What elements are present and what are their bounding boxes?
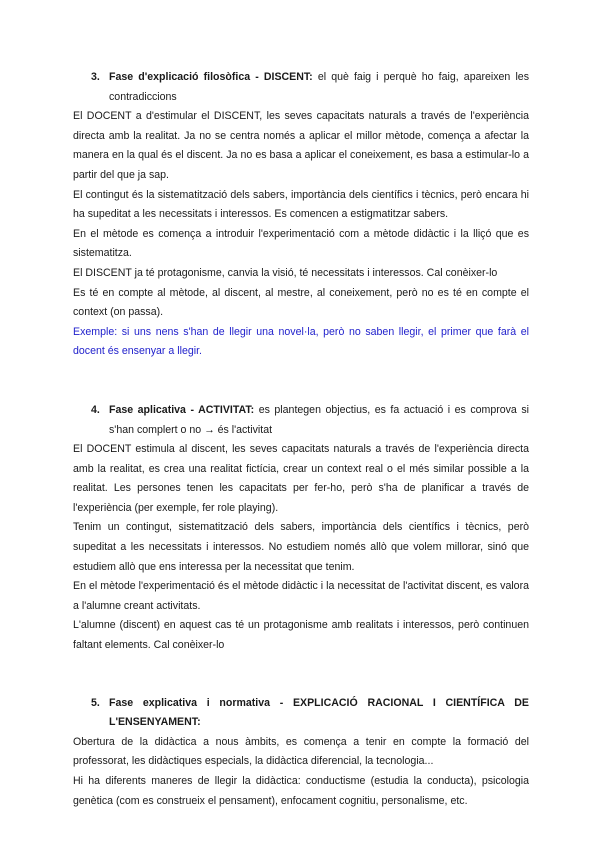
paragraph: En el mètode l'experimentació és el mètode didàctic i la necessitat de l'activitat discent, es valora a l'alumne creant activitats.: [73, 580, 529, 612]
paragraph: Tenim un contingut, sistematització dels sabers, importància dels científics i tècnics, però supeditat a les necessitats i interessos. No estudiem només allò que volem millorar, sinó que estudiem allò que ens interessa per la necessitat que tenim.: [73, 521, 529, 573]
section-number: 3.: [91, 71, 100, 83]
paragraph: L'alumne (discent) en aquest cas té un protagonisme amb realitats i interessos, però continuen faltant elements. Cal conèixer-lo: [73, 619, 529, 652]
section-title: Fase d'explicació filosòfica - DISCENT:: [109, 71, 313, 83]
paragraph: En el mètode es comença a introduir l'experimentació com a mètode didàctic i la lliçó que es sistematitza.: [73, 227, 529, 260]
section-4-heading: [91, 401, 529, 440]
paragraph: Obertura de la didàctica a nous àmbits, es comença a tenir en compte la formació del professorat, les didàctiques especials, la didàctica diferencial, la tecnologia...: [73, 735, 529, 768]
paragraph: El DISCENT ja té protagonisme, canvia la visió, té necessitats i interessos. Cal conèixer-lo: [73, 266, 498, 279]
paragraph: El DOCENT a d'estimular el DISCENT, les seves capacitats naturals a través de l'experiència directa amb la realitat. Ja no se centra només a aplicar el millor mètode, comença a afectar la manera en la qual és el discent. Ja no es basa a aplicar el coneixement, es basa a estimular-lo a partir del que ja sap.: [73, 110, 529, 181]
section-title: Fase explicativa i normativa - EXPLICACIÓ RACIONAL I CIENTÍFICA DE L'ENSENYAMENT:: [109, 696, 529, 729]
document-page: [73, 68, 529, 811]
section-title: Fase aplicativa - ACTIVITAT:: [109, 403, 255, 416]
section-number: 4.: [91, 403, 100, 416]
section-title-rest: el què faig i perquè ho faig, apareixen les contradiccions: [109, 71, 529, 103]
example-paragraph: Exemple: si uns nens s'han de llegir una novel·la, però no saben llegir, el primer que farà el docent és ensenyar a llegir.: [73, 325, 529, 358]
section-number: 5.: [91, 696, 100, 709]
section-5-heading: [91, 694, 529, 733]
paragraph: El DOCENT estimula al discent, les seves capacitats naturals a través de l'experiència directa amb la realitat, es crea una realitat fictícia, crear un context real o el més similar possible a la realitat. Les persones tenen les capacitats per fer-ho, però s'ha de planificar a través de l'experiència (per exemple, fer role playing).: [73, 443, 529, 514]
paragraph: Es té en compte al mètode, al discent, al mestre, al coneixement, però no es té en compte el context (on passa).: [73, 286, 529, 319]
paragraph: Hi ha diferents maneres de llegir la didàctica: conductisme (estudia la conducta), psicologia genètica (com es construeix el pensament), enfocament cognitiu, personalisme, etc.: [73, 775, 529, 807]
section-3-heading: [91, 68, 529, 107]
paragraph: El contingut és la sistematització dels sabers, importància dels científics i tècnics, però encara hi ha supeditat a les necessitats i interessos. Es comencen a estigmatitzar sabers.: [73, 188, 529, 221]
section-title-rest: es plantegen objectius, es fa actuació i es comprova si s'han complert o no → és l'activitat: [109, 403, 529, 436]
